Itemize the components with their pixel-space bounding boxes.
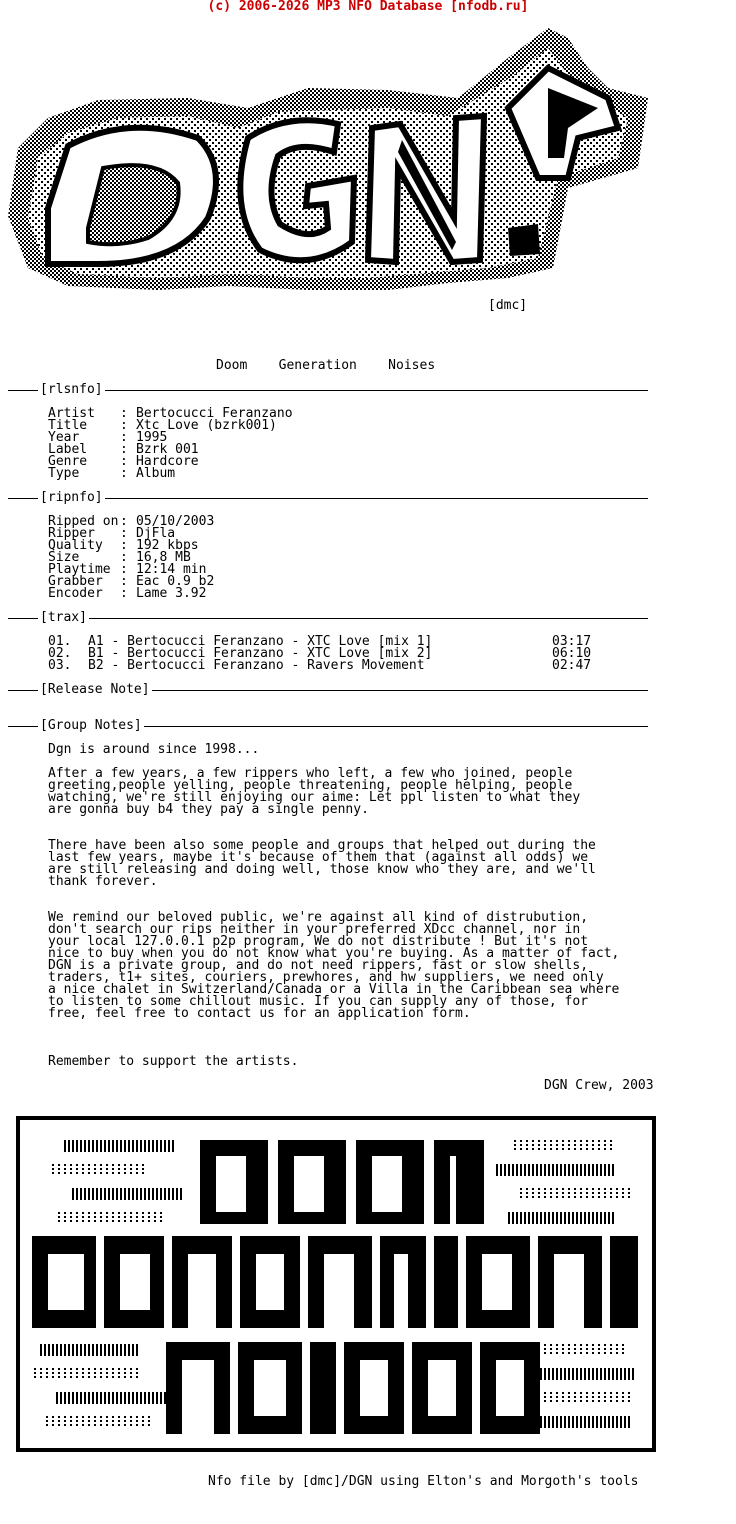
rlsnfo-type: Type : Album bbox=[48, 466, 176, 481]
section-release-note bbox=[8, 684, 648, 696]
ripnfo-quality: Quality : 192 kbps bbox=[48, 538, 199, 553]
section-rlsnfo-label: [rlsnfo] bbox=[40, 382, 103, 397]
track-row: 02. B1 - Bertocucci Feranzano - XTC Love [mix 2] 06:10 bbox=[48, 646, 592, 661]
section-release-note-label: [Release Note] bbox=[40, 682, 150, 697]
nfo-footer-credit: Nfo file by [dmc]/DGN using Elton's and Morgoth's tools bbox=[208, 1474, 639, 1489]
ripnfo-ripped-on: Ripped on : 05/10/2003 bbox=[48, 514, 215, 529]
ripnfo-ripper: Ripper : DjFla bbox=[48, 526, 176, 541]
section-group-notes bbox=[8, 720, 648, 732]
ripnfo-grabber: Grabber : Eac 0.9 b2 bbox=[48, 574, 215, 589]
ripnfo-size: Size : 16,8 MB bbox=[48, 550, 191, 565]
section-trax-label: [trax] bbox=[40, 610, 87, 625]
ripnfo-playtime: Playtime : 12:14 min bbox=[48, 562, 207, 577]
track-row: 01. A1 - Bertocucci Feranzano - XTC Love [mix 1] 03:17 bbox=[48, 634, 592, 649]
ripnfo-encoder: Encoder : Lame 3.92 bbox=[48, 586, 207, 601]
section-trax bbox=[8, 612, 648, 624]
group-notes-paragraph-5: Remember to support the artists. bbox=[48, 1054, 299, 1069]
rlsnfo-artist: Artist : Bertocucci Feranzano bbox=[48, 406, 293, 421]
dgn-logo-art bbox=[8, 28, 648, 296]
rlsnfo-title: Title : Xtc Love (bzrk001) bbox=[48, 418, 277, 433]
rlsnfo-label: Label : Bzrk 001 bbox=[48, 442, 199, 457]
group-notes-paragraph-1: Dgn is around since 1998... bbox=[48, 742, 260, 757]
section-rlsnfo bbox=[8, 384, 648, 396]
doom-generation-noises-art bbox=[16, 1116, 656, 1452]
rlsnfo-genre: Genre : Hardcore bbox=[48, 454, 199, 469]
group-notes-paragraph-3: There have been also some people and groups that helped out during the last few years, maybe it's because of them that (against all odds) we are still releasing and doing well, those know who they are, and we'll thank forever. bbox=[48, 838, 596, 889]
group-notes-signature: DGN Crew, 2003 bbox=[544, 1078, 654, 1093]
group-notes-paragraph-4: We remind our beloved public, we're against all kind of distrubution, don't search our rips neither in your preferred XDcc channel, nor in your local 127.0.0.1 p2p program, We do not distribute ! But it's not nice to buy when you do not know what you're buying. As a matter of fact, DGN is a private group, and do not need rippers, fast or slow shells, traders, t1+ sites, couriers, prewhores, and hw suppliers, we need only a nice chalet in Switzerland/Canada or a Villa in the Caribbean sea where to listen to some chillout music. If you can supply any of those, for free, feel free to contact us for an application form. bbox=[48, 910, 620, 1021]
group-name: Doom Generation Noises bbox=[216, 358, 436, 373]
section-group-notes-label: [Group Notes] bbox=[40, 718, 142, 733]
rlsnfo-year: Year : 1995 bbox=[48, 430, 168, 445]
section-ripnfo-label: [ripnfo] bbox=[40, 490, 103, 505]
track-row: 03. B2 - Bertocucci Feranzano - Ravers Movement 02:47 bbox=[48, 658, 592, 673]
logo-credit: [dmc] bbox=[488, 298, 528, 313]
group-notes-paragraph-2: After a few years, a few rippers who left, a few who joined, people greeting,people yelling, people threatening, people helping, people watching, we're still enjoying our aime: Let ppl listen to what they are gonna buy b4 they pay a single penny. bbox=[48, 766, 581, 817]
nfodb-header: (c) 2006-2026 MP3 NFO Database [nfodb.ru] bbox=[207, 0, 529, 14]
section-ripnfo bbox=[8, 492, 648, 504]
